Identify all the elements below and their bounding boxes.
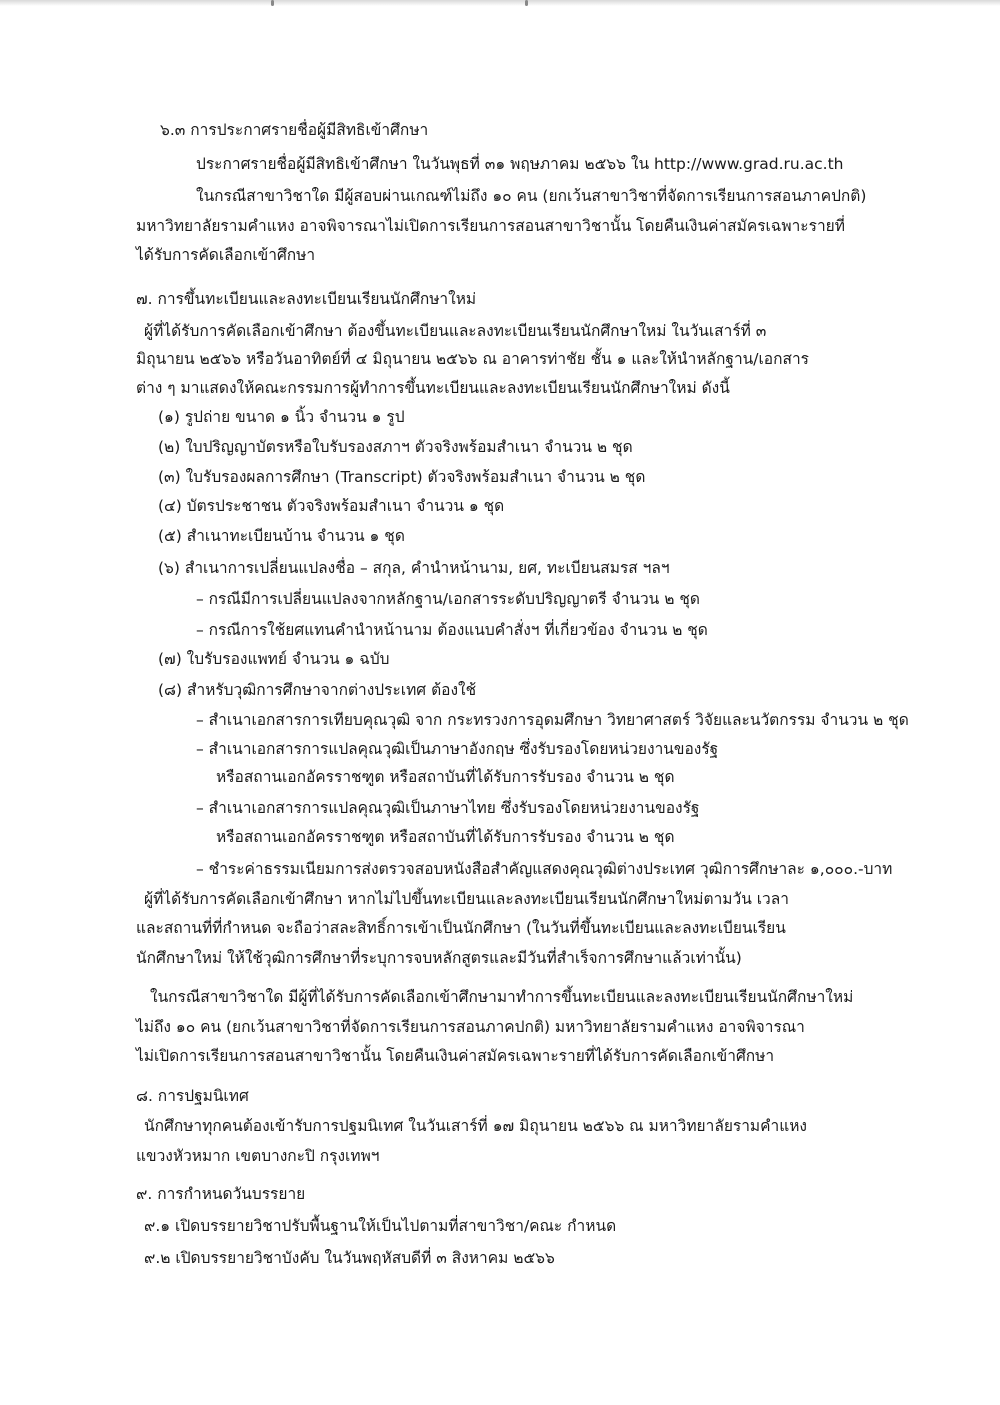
- sub-list-item: – ชำระค่าธรรมเนียมการส่งตรวจสอบหนังสือสำคัญแสดงคุณวุฒิต่างประเทศ วุฒิการศึกษาละ ๑,๐๐๐.-บาท: [196, 860, 893, 878]
- list-item: (๗) ใบรับรองแพทย์ จำนวน ๑ ฉบับ: [158, 650, 390, 668]
- paragraph-line: มหาวิทยาลัยรามคำแหง อาจพิจารณาไม่เปิดการเรียนการสอนสาขาวิชานั้น โดยคืนเงินค่าสมัครเฉพาะรายที่: [136, 217, 845, 235]
- list-item: ๙.๒ เปิดบรรยายวิชาบังคับ ในวันพฤหัสบดีที่ ๓ สิงหาคม ๒๕๖๖: [144, 1249, 555, 1267]
- paragraph-line: นักศึกษาทุกคนต้องเข้ารับการปฐมนิเทศ ในวันเสาร์ที่ ๑๗ มิถุนายน ๒๕๖๖ ณ มหาวิทยาลัยรามคำแหง: [144, 1117, 807, 1135]
- paragraph-line: ไม่ถึง ๑๐ คน (ยกเว้นสาขาวิชาที่จัดการเรียนการสอนภาคปกติ) มหาวิทยาลัยรามคำแหง อาจพิจารณา: [136, 1018, 805, 1036]
- sub-list-item: – กรณีการใช้ยศแทนคำนำหน้านาม ต้องแนบคำสั่งฯ ที่เกี่ยวข้อง จำนวน ๒ ชุด: [196, 621, 708, 639]
- sub-list-item: – กรณีมีการเปลี่ยนแปลงจากหลักฐาน/เอกสารระดับปริญญาตรี จำนวน ๒ ชุด: [196, 590, 700, 608]
- sub-list-item: – สำเนาเอกสารการแปลคุณวุฒิเป็นภาษาไทย ซึ่งรับรองโดยหน่วยงานของรัฐ: [196, 799, 700, 817]
- paragraph-line: ในกรณีสาขาวิชาใด มีผู้ที่ได้รับการคัดเลือกเข้าศึกษามาทำการขึ้นทะเบียนและลงทะเบียนเรียนนักศึกษาใหม่: [150, 988, 854, 1006]
- paragraph-line: ในกรณีสาขาวิชาใด มีผู้สอบผ่านเกณฑ์ไม่ถึง ๑๐ คน (ยกเว้นสาขาวิชาที่จัดการเรียนการสอนภาคปกติ): [196, 187, 867, 205]
- sub-list-item-cont: หรือสถานเอกอัครราชฑูต หรือสถาบันที่ได้รับการรับรอง จำนวน ๒ ชุด: [216, 828, 675, 846]
- list-item: (๕) สำเนาทะเบียนบ้าน จำนวน ๑ ชุด: [158, 527, 405, 545]
- paragraph-line: นักศึกษาใหม่ ให้ใช้วุฒิการศึกษาที่ระบุการจบหลักสูตรและมีวันที่สำเร็จการศึกษาแล้วเท่านั้น): [136, 949, 742, 967]
- paragraph-line: แขวงหัวหมาก เขตบางกะปิ กรุงเทพฯ: [136, 1147, 380, 1165]
- list-item: ๙.๑ เปิดบรรยายวิชาปรับพื้นฐานให้เป็นไปตามที่สาขาวิชา/คณะ กำหนด: [144, 1217, 617, 1235]
- list-item: (๔) บัตรประชาชน ตัวจริงพร้อมสำเนา จำนวน ๑ ชุด: [158, 497, 505, 515]
- list-item: (๓) ใบรับรองผลการศึกษา (Transcript) ตัวจริงพร้อมสำเนา จำนวน ๒ ชุด: [158, 468, 646, 486]
- list-item: (๖) สำเนาการเปลี่ยนแปลงชื่อ – สกุล, คำนำหน้านาม, ยศ, ทะเบียนสมรส ฯลฯ: [158, 559, 670, 577]
- paragraph-line: ผู้ที่ได้รับการคัดเลือกเข้าศึกษา หากไม่ไปขึ้นทะเบียนและลงทะเบียนเรียนนักศึกษาใหม่ตามวัน เวลา: [144, 890, 789, 908]
- section-7-heading: ๗. การขึ้นทะเบียนและลงทะเบียนเรียนนักศึกษาใหม่: [136, 290, 477, 308]
- section-8-heading: ๘. การปฐมนิเทศ: [136, 1087, 249, 1105]
- scan-top-edge: [0, 0, 1000, 6]
- announcement-line: ประกาศรายชื่อผู้มีสิทธิเข้าศึกษา ในวันพุธที่ ๓๑ พฤษภาคม ๒๕๖๖ ใน http://www.grad.ru.ac.th: [196, 155, 844, 173]
- section-6-3-heading: ๖.๓ การประกาศรายชื่อผู้มีสิทธิเข้าศึกษา: [160, 121, 429, 139]
- list-item: (๘) สำหรับวุฒิการศึกษาจากต่างประเทศ ต้องใช้: [158, 681, 477, 699]
- scan-mark: [525, 0, 528, 6]
- paragraph-line: ได้รับการคัดเลือกเข้าศึกษา: [136, 246, 316, 264]
- sub-list-item: – สำเนาเอกสารการแปลคุณวุฒิเป็นภาษาอังกฤษ ซึ่งรับรองโดยหน่วยงานของรัฐ: [196, 740, 719, 758]
- list-item: (๒) ใบปริญญาบัตรหรือใบรับรองสภาฯ ตัวจริงพร้อมสำเนา จำนวน ๒ ชุด: [158, 438, 633, 456]
- list-item: (๑) รูปถ่าย ขนาด ๑ นิ้ว จำนวน ๑ รูป: [158, 408, 405, 426]
- sub-list-item-cont: หรือสถานเอกอัครราชฑูต หรือสถาบันที่ได้รับการรับรอง จำนวน ๒ ชุด: [216, 768, 675, 786]
- section-9-heading: ๙. การกำหนดวันบรรยาย: [136, 1185, 306, 1203]
- paragraph-line: ไม่เปิดการเรียนการสอนสาขาวิชานั้น โดยคืนเงินค่าสมัครเฉพาะรายที่ได้รับการคัดเลือกเข้าศึกษา: [136, 1047, 775, 1065]
- paragraph-line: มิถุนายน ๒๕๖๖ หรือวันอาทิตย์ที่ ๔ มิถุนายน ๒๕๖๖ ณ อาคารท่าชัย ชั้น ๑ และให้นำหลักฐาน/เอกสาร: [136, 350, 809, 368]
- scan-mark: [271, 0, 274, 6]
- paragraph-line: ต่าง ๆ มาแสดงให้คณะกรรมการผู้ทำการขึ้นทะเบียนและลงทะเบียนเรียนนักศึกษาใหม่ ดังนี้: [136, 379, 730, 397]
- paragraph-line: ผู้ที่ได้รับการคัดเลือกเข้าศึกษา ต้องขึ้นทะเบียนและลงทะเบียนเรียนนักศึกษาใหม่ ในวันเสาร์ที่ ๓: [144, 322, 767, 340]
- paragraph-line: และสถานที่ที่กำหนด จะถือว่าสละสิทธิ์การเข้าเป็นนักศึกษา (ในวันที่ขึ้นทะเบียนและลงทะเบียนเรียน: [136, 919, 786, 937]
- sub-list-item: – สำเนาเอกสารการเทียบคุณวุฒิ จาก กระทรวงการอุดมศึกษา วิทยาศาสตร์ วิจัยและนวัตกรรม จำนวน ๒ ชุด: [196, 711, 909, 729]
